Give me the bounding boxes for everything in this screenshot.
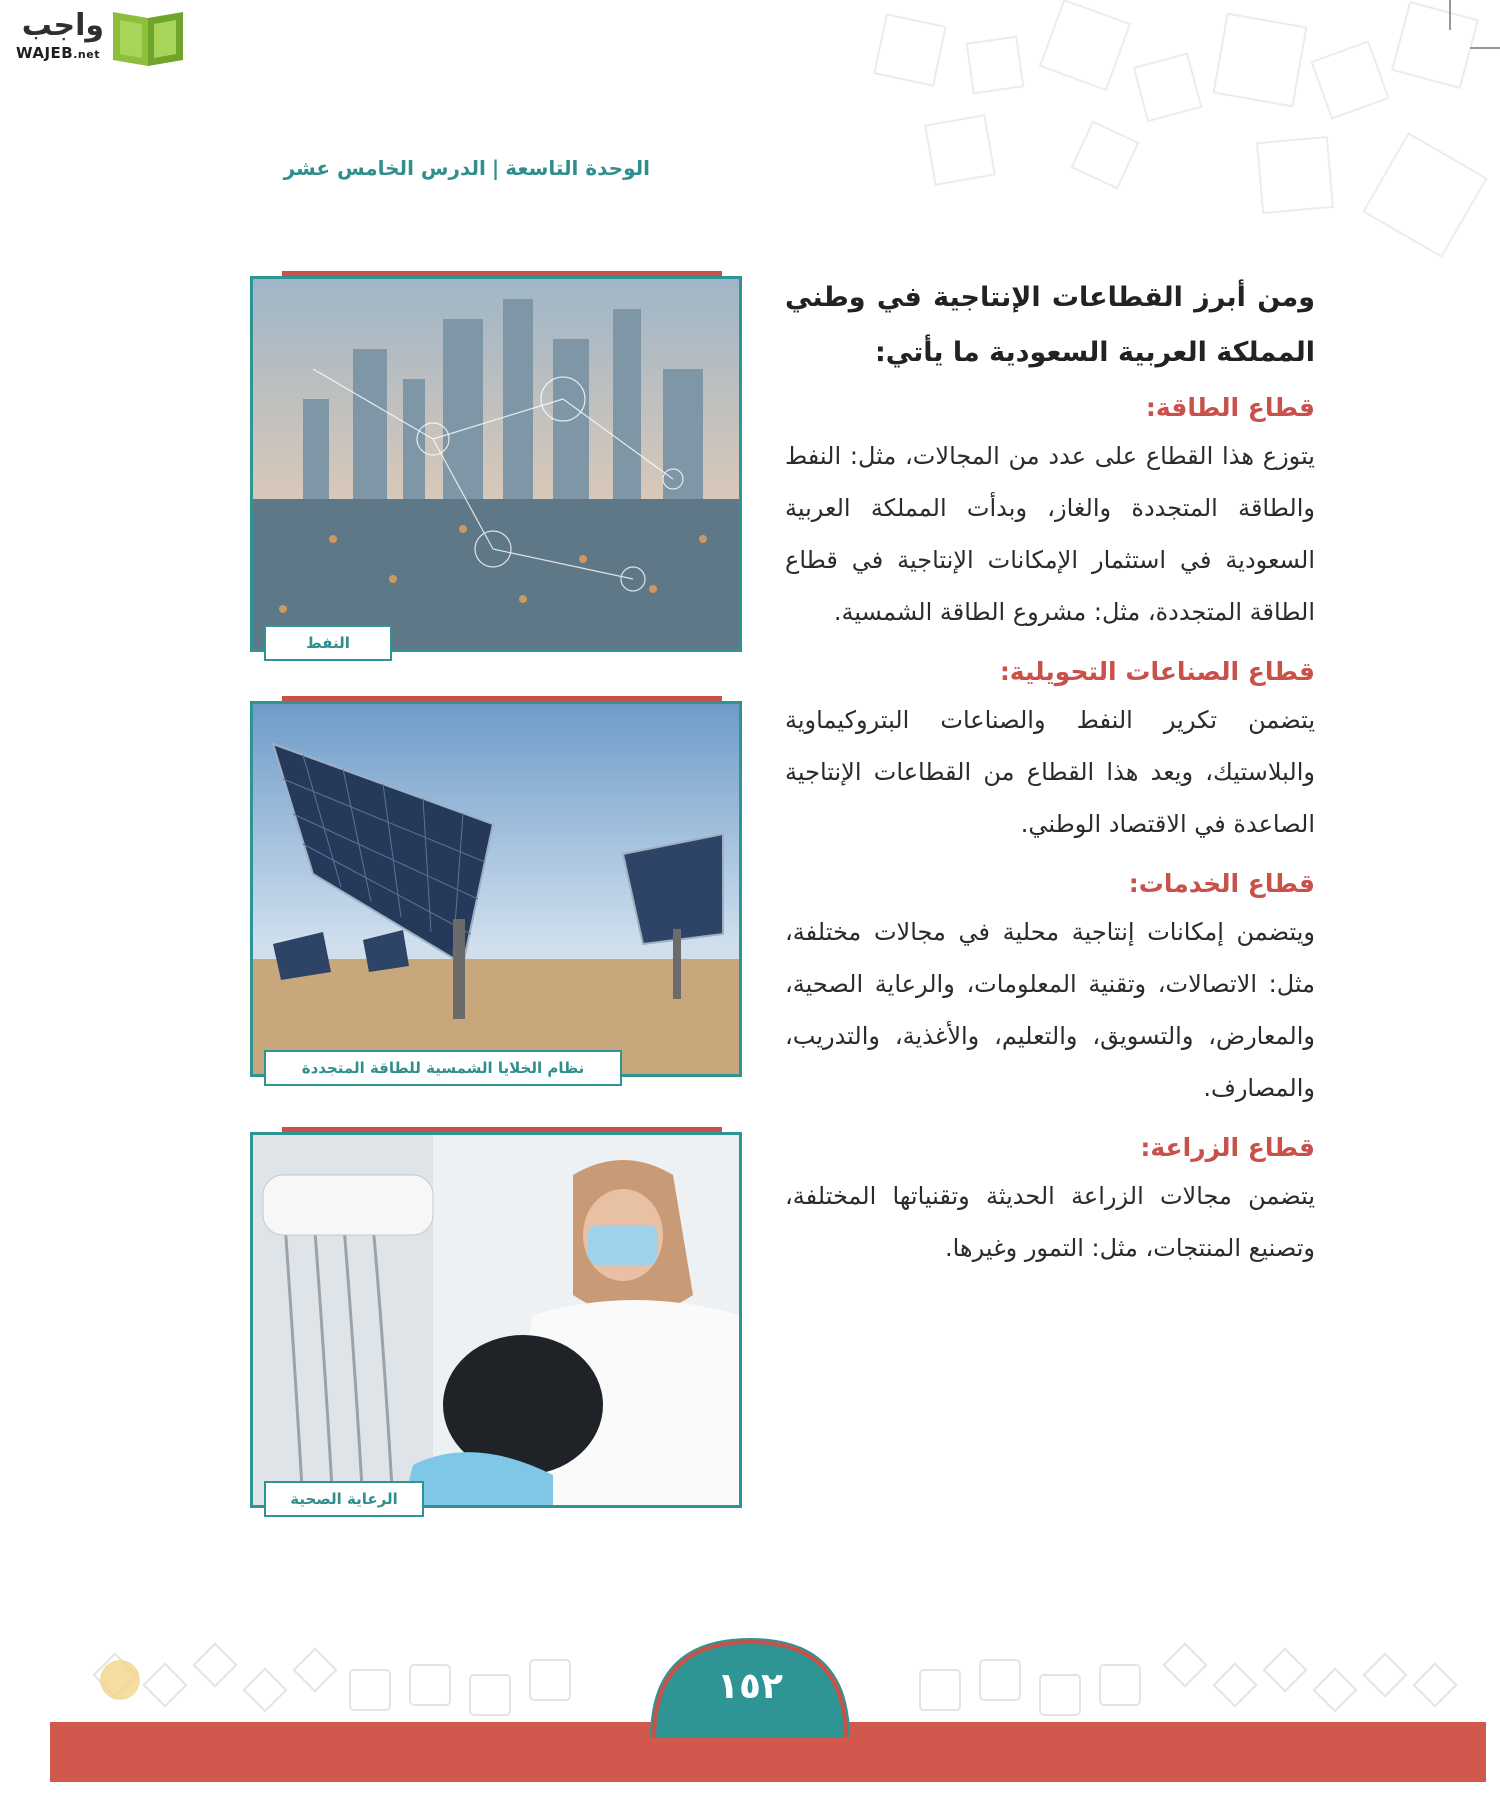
caption-oil: النفط [264, 625, 392, 661]
decorative-pattern-top [840, 0, 1500, 280]
section-body-energy: يتوزع هذا القطاع على عدد من المجالات، مثل: النفط والطاقة المتجددة والغاز، وبدأت المملكة العربية السعودية في استثمار الإمكانات الإنتاجية في قطاع الطاقة المتجددة، مثل: مشروع الطاقة الشمسية. [785, 442, 1315, 626]
logo-text: واجب [21, 8, 104, 43]
book-icon [108, 8, 188, 68]
page-number: ١٥٢ [717, 1666, 783, 1707]
section-body-services: ويتضمن إمكانات إنتاجية محلية في مجالات مختلفة، مثل: الاتصالات، وتقنية المعلومات، والرعاية الصحية، والمعارض، والتسويق، والتعليم، والأغذية، والتدريب، والمصارف. [785, 918, 1315, 1102]
main-text [785, 270, 1315, 1286]
oil-refinery-photo [250, 276, 742, 652]
section-body-manufacturing: يتضمن تكرير النفط والصناعات البتروكيماوية والبلاستيك، ويعد هذا القطاع من القطاعات الإنتاجية الصاعدة في الاقتصاد الوطني. [785, 706, 1315, 838]
lesson-label: الدرس الخامس عشر [283, 156, 486, 180]
caption-healthcare: الرعاية الصحية [264, 1481, 424, 1517]
section-title-agriculture: قطاع الزراعة: [1140, 1133, 1315, 1162]
intro-heading: ومن أبرز القطاعات الإنتاجية في وطني المملكة العربية السعودية ما يأتي: [785, 282, 1315, 368]
section-title-energy: قطاع الطاقة: [1145, 393, 1315, 422]
wajeb-logo[interactable] [10, 8, 190, 68]
unit-label: الوحدة التاسعة [505, 156, 650, 180]
logo-subtext: WAJEB.net [16, 44, 100, 62]
solar-panel-photo [250, 701, 742, 1077]
caption-solar: نظام الخلايا الشمسية للطاقة المتجددة [264, 1050, 622, 1086]
section-title-manufacturing: قطاع الصناعات التحويلية: [999, 657, 1315, 686]
section-body-agriculture: يتضمن مجالات الزراعة الحديثة وتقنياتها المختلفة، وتصنيع المنتجات، مثل: التمور وغيرها. [785, 1182, 1315, 1262]
healthcare-photo [250, 1132, 742, 1508]
running-header: الوحدة التاسعة|الدرس الخامس عشر [283, 156, 650, 180]
section-title-services: قطاع الخدمات: [1128, 869, 1315, 898]
